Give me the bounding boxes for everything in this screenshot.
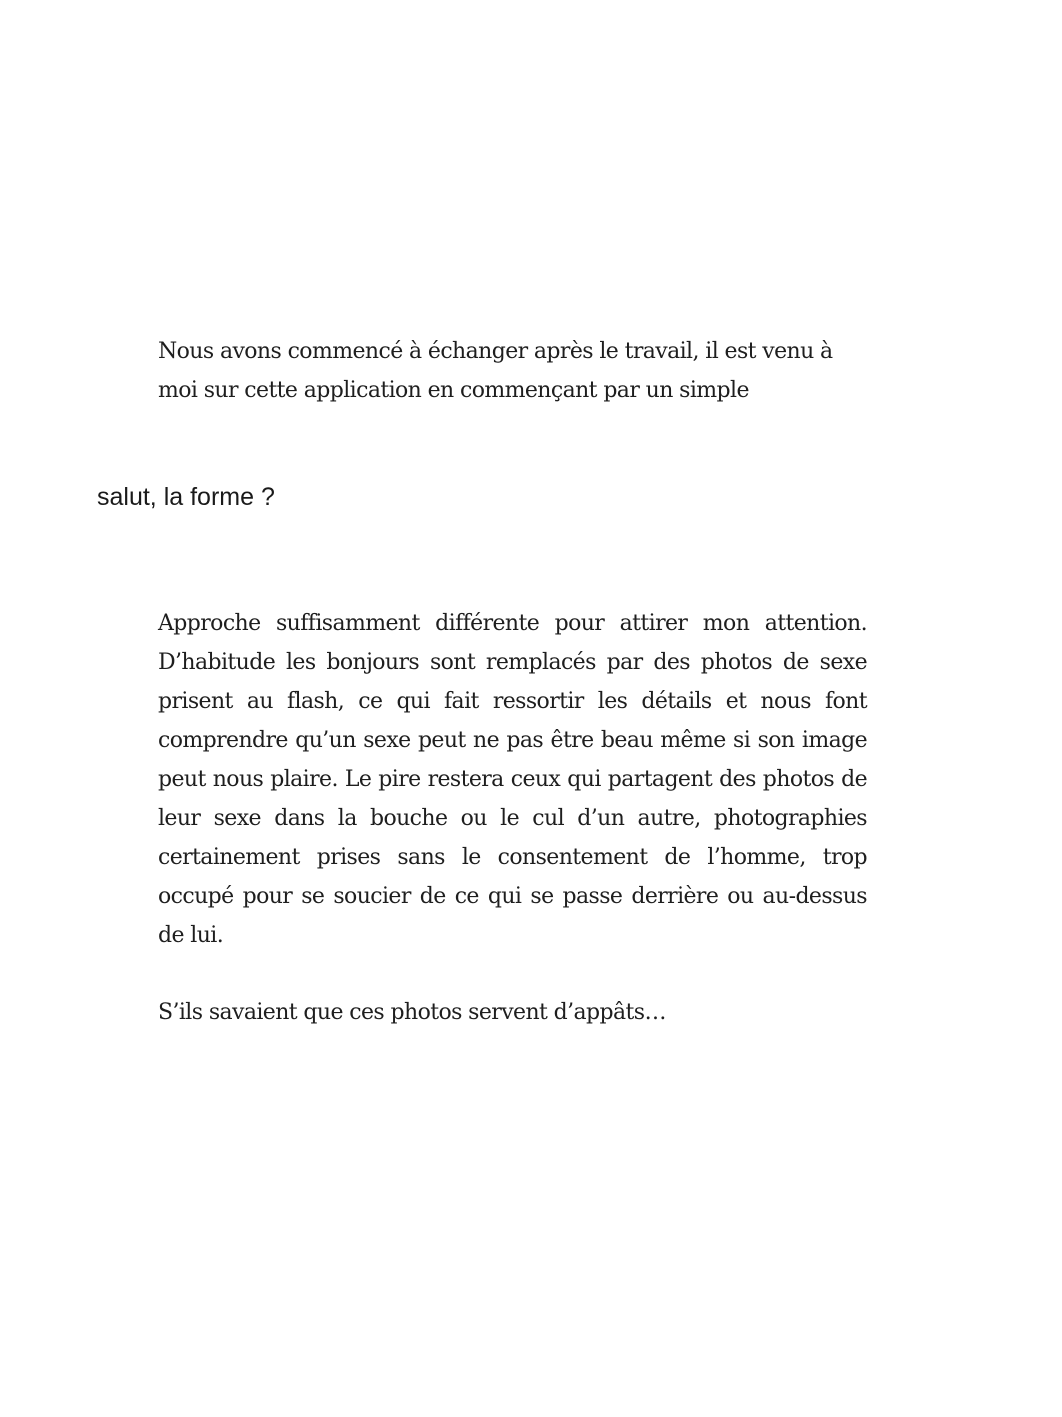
chat-message-quote: salut, la forme ?	[97, 483, 275, 511]
closing-line: S’ils savaient que ces photos servent d’appâts…	[158, 1000, 666, 1025]
intro-paragraph: Nous avons commencé à échanger après le travail, il est venu à moi sur cette application en commençant par un simple	[158, 339, 833, 403]
body-paragraph: Approche suffisamment différente pour attirer mon attention. D’habitude les bonjours sont remplacés par des photos de sexe prisent au flash, ce qui fait ressortir les détails et nous font comprendre qu’un sexe peut ne pas être beau même si son image peut nous plaire. Le pire restera ceux qui partagent des photos de leur sexe dans la bouche ou le cul d’un autre, photographies certainement prises sans le consentement de l’homme, trop occupé pour se soucier de ce qui se passe derrière ou au-dessus de lui.	[158, 611, 867, 948]
